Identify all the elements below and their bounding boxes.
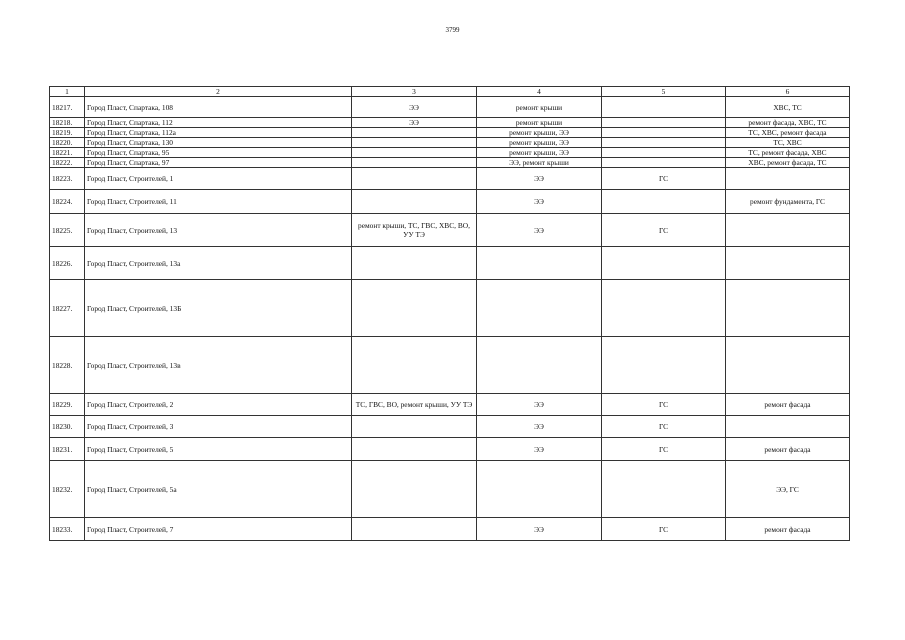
works-col4: ремонт крыши, ЭЭ [477, 148, 602, 158]
address-cell: Город Пласт, Строителей, 7 [85, 518, 352, 541]
address-cell: Город Пласт, Строителей, 5 [85, 438, 352, 461]
address-cell: Город Пласт, Строителей, 13в [85, 337, 352, 394]
works-col4: ЭЭ [477, 190, 602, 214]
works-col5 [602, 158, 726, 168]
table-row [50, 168, 850, 190]
row-number: 18219. [50, 128, 85, 138]
table-row [50, 138, 850, 148]
works-col6: ремонт фасада, ХВС, ТС [726, 118, 850, 128]
address-cell: Город Пласт, Строителей, 3 [85, 416, 352, 438]
works-col6 [726, 214, 850, 247]
table-row [50, 214, 850, 247]
address-cell: Город Пласт, Спартака, 108 [85, 97, 352, 118]
works-col6: ремонт фасада [726, 438, 850, 461]
works-col5 [602, 138, 726, 148]
table-row [50, 128, 850, 138]
works-col3: ремонт крыши, ТС, ГВС, ХВС, ВО, УУ ТЭ [352, 214, 477, 247]
works-col4: ЭЭ [477, 518, 602, 541]
works-col6 [726, 416, 850, 438]
address-cell: Город Пласт, Спартака, 112 [85, 118, 352, 128]
works-col5: ГС [602, 416, 726, 438]
works-col5 [602, 247, 726, 280]
works-col4: ЭЭ [477, 394, 602, 416]
works-col5: ГС [602, 168, 726, 190]
table-row [50, 247, 850, 280]
works-col5 [602, 97, 726, 118]
works-col3 [352, 337, 477, 394]
address-cell: Город Пласт, Строителей, 13а [85, 247, 352, 280]
works-col4 [477, 280, 602, 337]
works-col6: ХВС, ремонт фасада, ТС [726, 158, 850, 168]
column-header: 5 [602, 87, 726, 97]
works-col5 [602, 118, 726, 128]
table-row [50, 280, 850, 337]
works-col5: ГС [602, 394, 726, 416]
address-cell: Город Пласт, Строителей, 2 [85, 394, 352, 416]
works-col6: ТС, ХВС, ремонт фасада [726, 128, 850, 138]
works-col3 [352, 280, 477, 337]
header-row [50, 87, 850, 97]
works-col3 [352, 438, 477, 461]
address-cell: Город Пласт, Строителей, 5а [85, 461, 352, 518]
works-col5 [602, 190, 726, 214]
row-number: 18227. [50, 280, 85, 337]
data-table [49, 86, 850, 541]
row-number: 18221. [50, 148, 85, 158]
row-number: 18223. [50, 168, 85, 190]
works-col3: ЭЭ [352, 97, 477, 118]
column-header: 2 [85, 87, 352, 97]
address-cell: Город Пласт, Строителей, 11 [85, 190, 352, 214]
table-row [50, 148, 850, 158]
row-number: 18222. [50, 158, 85, 168]
row-number: 18231. [50, 438, 85, 461]
works-col6: ремонт фасада [726, 518, 850, 541]
works-col6: ремонт фундамента, ГС [726, 190, 850, 214]
works-col3 [352, 247, 477, 280]
works-col5 [602, 280, 726, 337]
works-col3 [352, 148, 477, 158]
works-col3 [352, 168, 477, 190]
works-col4 [477, 337, 602, 394]
address-cell: Город Пласт, Спартака, 130 [85, 138, 352, 148]
works-col4: ЭЭ [477, 438, 602, 461]
column-header: 1 [50, 87, 85, 97]
works-col3 [352, 518, 477, 541]
table-row [50, 416, 850, 438]
table-row [50, 518, 850, 541]
works-col4: ремонт крыши, ЭЭ [477, 128, 602, 138]
works-col6: ТС, ремонт фасада, ХВС [726, 148, 850, 158]
works-col6 [726, 337, 850, 394]
works-col3: ЭЭ [352, 118, 477, 128]
works-col4 [477, 247, 602, 280]
works-col6: ХВС, ТС [726, 97, 850, 118]
works-col4: ЭЭ, ремонт крыши [477, 158, 602, 168]
address-cell: Город Пласт, Спартака, 112а [85, 128, 352, 138]
table-row [50, 158, 850, 168]
address-cell: Город Пласт, Строителей, 1 [85, 168, 352, 190]
works-col5 [602, 128, 726, 138]
works-col6 [726, 280, 850, 337]
table-row [50, 118, 850, 128]
row-number: 18233. [50, 518, 85, 541]
works-col3 [352, 461, 477, 518]
works-col4 [477, 461, 602, 518]
works-col3 [352, 416, 477, 438]
works-col6 [726, 247, 850, 280]
address-cell: Город Пласт, Строителей, 13 [85, 214, 352, 247]
row-number: 18217. [50, 97, 85, 118]
column-header: 3 [352, 87, 477, 97]
row-number: 18226. [50, 247, 85, 280]
works-col5: ГС [602, 438, 726, 461]
works-col4: ЭЭ [477, 214, 602, 247]
works-col4: ремонт крыши [477, 97, 602, 118]
row-number: 18218. [50, 118, 85, 128]
table-row [50, 438, 850, 461]
works-col3 [352, 190, 477, 214]
row-number: 18229. [50, 394, 85, 416]
table-row [50, 461, 850, 518]
page-number: 3799 [445, 26, 460, 34]
address-cell: Город Пласт, Спартака, 95 [85, 148, 352, 158]
table-row [50, 394, 850, 416]
works-col5 [602, 148, 726, 158]
works-col4: ЭЭ [477, 168, 602, 190]
table-row [50, 190, 850, 214]
works-col3 [352, 138, 477, 148]
works-col3 [352, 158, 477, 168]
row-number: 18228. [50, 337, 85, 394]
works-col5 [602, 337, 726, 394]
works-col4: ЭЭ [477, 416, 602, 438]
works-col6: ремонт фасада [726, 394, 850, 416]
works-col3: ТС, ГВС, ВО, ремонт крыши, УУ ТЭ [352, 394, 477, 416]
column-header: 4 [477, 87, 602, 97]
row-number: 18225. [50, 214, 85, 247]
works-col4: ремонт крыши [477, 118, 602, 128]
works-col4: ремонт крыши, ЭЭ [477, 138, 602, 148]
table-row [50, 337, 850, 394]
table-row [50, 97, 850, 118]
row-number: 18232. [50, 461, 85, 518]
works-col6: ЭЭ, ГС [726, 461, 850, 518]
works-col3 [352, 128, 477, 138]
row-number: 18224. [50, 190, 85, 214]
address-cell: Город Пласт, Спартака, 97 [85, 158, 352, 168]
works-col6 [726, 168, 850, 190]
address-cell: Город Пласт, Строителей, 13Б [85, 280, 352, 337]
row-number: 18220. [50, 138, 85, 148]
works-col6: ТС, ХВС [726, 138, 850, 148]
works-col5 [602, 461, 726, 518]
works-col5: ГС [602, 518, 726, 541]
works-col5: ГС [602, 214, 726, 247]
column-header: 6 [726, 87, 850, 97]
table-body [50, 97, 850, 541]
row-number: 18230. [50, 416, 85, 438]
